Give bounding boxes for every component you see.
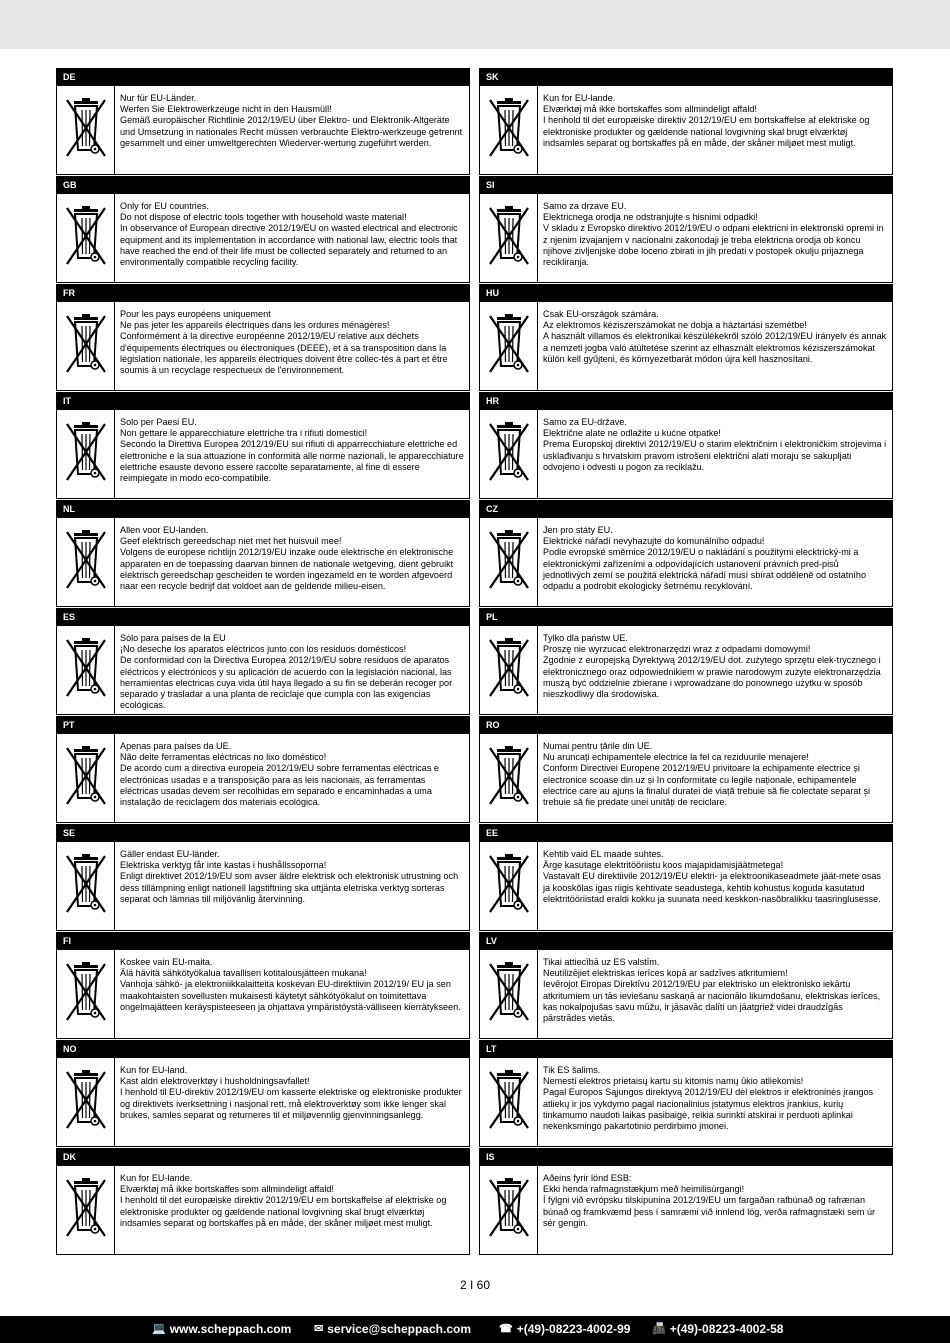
- section-text: Tylko dla państw UE. Proszę nie wyrzucać elektronarzędzi wraz z odpadami domowymi! Zgodnie z europejską Dyrektywą 2012/19/EU dot. zużytego sprzętu elek-trycznego i elektronicznego oraz odpowiednikiem w prawie narodowym zużyte elektronarzędzia muszą być oddzielnie zbierane i wprowadzane do ponownego użytku w sposób nieszkodliwy dla środowiska.: [543, 633, 881, 700]
- section-no: [56, 1040, 470, 1148]
- footer-fax[interactable]: [652, 1316, 783, 1343]
- section-is: [479, 1148, 893, 1256]
- section-text: Kun for EU-lande. Elværktøj må ikke bortskaffes som allmindeligt affald! I henhold til det europæiske direktiv 2012/19/EU em bortskaffelse af elektriske og elektroniske produkter og gældende national lovgivning skal brugt elværktøj indsamles separat og bortskaffes på en måde, der skåner miljøet mest muligt.: [543, 93, 870, 148]
- weee-bin-icon: [480, 194, 538, 282]
- section-code: PL: [479, 608, 893, 626]
- section-fr: [56, 284, 470, 392]
- weee-bin-icon: [57, 302, 115, 390]
- footer-web-text: www.scheppach.com: [169, 1322, 292, 1336]
- section-code: LV: [479, 932, 893, 950]
- section-code: IS: [479, 1148, 893, 1166]
- weee-bin-icon: [480, 1058, 538, 1146]
- section-text: Kun for EU-land. Kast aldri elektroverktøy i husholdningsavfallet! I henhold til EU-direktiv 2012/19/EU om kasserte elektriske og elektroniske produkter og direktivets iverksettning i nasjonal rett, må elektroverktøy som ikke lenger skal brukes, samles separat og returneres til et miljøvennlig gjenvinningsanlegg.: [120, 1065, 462, 1120]
- section-body: [56, 410, 470, 499]
- section-code: NO: [56, 1040, 470, 1058]
- section-dk: [56, 1148, 470, 1256]
- section-body: [479, 1058, 893, 1147]
- section-pl: [479, 608, 893, 716]
- page-number: 2 I 60: [459, 1278, 491, 1292]
- footer-phone[interactable]: [499, 1316, 630, 1343]
- section-code: SI: [479, 176, 893, 194]
- section-text: Koskee vain EU-maita. Älä hävitä sähkötyökalua tavallisen kotitalousjätteen mukana! Vanhoja sähkö- ja elektroniikkalaitteita koskevan EU-direktiivin 2012/19/ EU ja sen maakohtaisten sovellusten mukaisesti käytetyt sähkötyökalut on toimitettava ongelmajätteen keräyspisteeseen ja ohjattava ympäristöystä-välliseen kierrätykseen.: [120, 957, 461, 1012]
- section-se: [56, 824, 470, 932]
- section-text: Apenas para países da UE. Não deite ferramentas eléctricas no lixo doméstico! De acordo cum a directiva europeia 2012/19/EU sobre ferramentas eléctricas e electrónicas usadas e a transposição para as leis nacionais, as ferramentas eléctricas usadas devem ser recolhidas em separado e encaminhadas a uma instalação de reciclagem dos materiais ecológica.: [120, 741, 439, 808]
- section-text: Solo per Paesi EU. Non gettare le apparecchiature elettriche tra i rifiuti domestici! Secondo la Direttiva Europea 2012/19/EU sui rifiuti di apparrecchiature elettriche ed elettroniche e la sua attuazione in conformità alle norme nazionali, le apparecchiature elettriche esauste devono essere raccolte separatamente, al fine di essere reimpiegate in modo eco-compatibile.: [120, 417, 464, 484]
- section-code: ES: [56, 608, 470, 626]
- section-text: Samo za drzave EU. Elektricnega orodja ne odstranjujte s hisnimi odpadki! V skladu z Evropsko direktivo 2012/19/EU o odpani elektricni in elektronski opremi in z njenim izvajanjem v nacionalni zakonodaji je treba elektricna orodja ob koncu njihove zivljenjske dobe loceno zbirati in jih predati v postopek okulju prijaznega recikliranja.: [543, 201, 884, 268]
- section-code: GB: [56, 176, 470, 194]
- weee-bin-icon: [480, 302, 538, 390]
- section-text: Aðeins fyrir lönd ESB: Ekki henda rafmagnstækjum með heimilisúrgangi! Í fylgni við evrópsku tilskipunina 2012/19/EU um fargaðan rafbúnað og rafrænan búnað og framkvæmd þess í samræmi við innlend lög, verða rafmagnstæki sem úr sér gengin.: [543, 1173, 876, 1228]
- section-code: SK: [479, 68, 893, 86]
- section-body: [56, 518, 470, 607]
- weee-bin-icon: [480, 626, 538, 714]
- weee-bin-icon: [57, 1058, 115, 1146]
- section-body: [56, 1166, 470, 1255]
- section-code: LT: [479, 1040, 893, 1058]
- section-text: Tik ES šalims. Nemesti elektros prietaisų kartu su kitomis namų ūkio atliekomis! Pagal Europos Sąjungos direktyvą 2012/19/EU dėl elektros ir elektroninės įrangos atliekų ir jos vykdymo pagal nacionalinius įstatymus elektros įrankius, kurių tinkamumo naudoti laikas pasibaigė, reikia surinkti atskirai ir perduoti aplinkai nekenksmingo pakartotinio perdirbimo įmonei.: [543, 1065, 874, 1132]
- section-body: [479, 950, 893, 1039]
- section-sk: [479, 68, 893, 176]
- right-column: [479, 68, 893, 1256]
- section-code: FR: [56, 284, 470, 302]
- footer-email[interactable]: [314, 1316, 471, 1343]
- section-text: Kun for EU-lande. Elværktøj må ikke bortskaffes som allmindeligt affald! I henhold til det europæiske direktiv 2012/19/EU em bortskaffelse af elektriske og elektroniske produkter og gældende national lovgivning skal brugt elværktøj indsamles separat og bortskaffes på en måde, der skåner miljøet mest muligt.: [120, 1173, 447, 1228]
- section-fi: [56, 932, 470, 1040]
- fax-icon: 📠: [652, 1323, 666, 1335]
- section-body: [56, 1058, 470, 1147]
- section-text: Gäller endast EU-länder. Elektriska verktyg får inte kastas i hushållssoporna! Enligt direktivet 2012/19/EU som avser äldre elektrisk och elektronisk utrustning och dess tillämpning enligt nationell lagstiftning ska uttjänta eletriska verktyg sorteras separat och lämnas till miljövänlig återvinning.: [120, 849, 459, 904]
- section-text: Csak EU-országok számára. Az elektromos kéziszerszámokat ne dobja a háztartási szemétbe! A használt villamos és elektronikai készülékekről szóló 2012/19/EU irányelv és annak a nemzeti jogba való átültetése szerint az elhasznált elektromos kéziszerszámokat külön kell gyűjteni, és környezetbarát módon újra kell hasznosítani.: [543, 309, 887, 364]
- section-cz: [479, 500, 893, 608]
- weee-bin-icon: [57, 734, 115, 822]
- section-it: [56, 392, 470, 500]
- section-nl: [56, 500, 470, 608]
- weee-bin-icon: [57, 626, 115, 714]
- weee-bin-icon: [57, 194, 115, 282]
- section-text: Nur für EU-Länder. Werfen Sie Elektrowerkzeuge nicht in den Hausmüll! Gemäß europäischer Richtlinie 2012/19/EU über Elektro- und Elektronik-Altgeräte und Umsetzung in nationales Recht müssen verbrauchte Elektro-werkzeuge getrennt gesammelt und einer umweltgerechten Wiederver-wertung zugeführt werden.: [120, 93, 463, 148]
- top-band: [0, 0, 950, 49]
- weee-bin-icon: [57, 410, 115, 498]
- section-body: [56, 842, 470, 931]
- weee-bin-icon: [480, 518, 538, 606]
- section-body: [479, 734, 893, 823]
- weee-bin-icon: [480, 410, 538, 498]
- section-lv: [479, 932, 893, 1040]
- section-text: Numai pentru țările din UE. Nu aruncați echipamentele electrice la fel ca reziduurile menajere! Conform Directivei Europene 2012/19/EU privitoare la echipamente electrice și electronice scoase din uz și în conformitate cu legile naționale, echipamentele electrice care au ajuns la finalul duratei de viață trebuie să fie colectate separat și trebuie să fie predate unei unități de reciclare.: [543, 741, 871, 808]
- section-body: [56, 302, 470, 391]
- footer-fax-text: +(49)-08223-4002-58: [669, 1322, 784, 1336]
- section-text: Only for EU countries. Do not dispose of electric tools together with household waste material! In observance of European directive 2012/19/EU on wasted electrical and electronic equipment and its implementation in accordance with national law, electric tools that have reached the end of their life must be collected separately and returned to an environmentally compatible recycling facility.: [120, 201, 458, 268]
- section-code: HR: [479, 392, 893, 410]
- section-code: EE: [479, 824, 893, 842]
- section-body: [479, 86, 893, 175]
- footer-web[interactable]: [152, 1316, 291, 1343]
- section-gb: [56, 176, 470, 284]
- section-body: [56, 626, 470, 715]
- weee-bin-icon: [57, 1166, 115, 1254]
- section-body: [479, 626, 893, 715]
- section-text: Pour les pays européens uniquement Ne pas jeter les appareils électriques dans les ordures ménagères! Conformément à la directive européenne 2012/19/EU relative aux déchets d'équipements électriques ou électroniques (DEEE), et à sa transposition dans la législation nationale, les appareils électriques doivent être collec-tés à part et être soumis à un recyclage respectueux de l'environnement.: [120, 309, 448, 376]
- section-text: Tikai attiecībā uz ES valstīm. Neutilizējiet elektriskas ierīces kopā ar sadzīves atkritumiem! Ievērojot Eiropas Direktīvu 2012/19/EU par elektrisko un elektronisko iekārtu atkritumiem un tās ieviešanu saskaņā ar nacionālo likumdošanu, elektriskas ierīces, kas nokalpojušas savu mūžu, ir jāsavāc dalīti un jāatgriež videi draudzīgās pārstrādes vietās.: [543, 957, 881, 1024]
- weee-bin-icon: [480, 734, 538, 822]
- section-hr: [479, 392, 893, 500]
- phone-icon: ☎: [499, 1323, 513, 1335]
- footer-email-text: service@scheppach.com: [327, 1322, 471, 1336]
- section-lt: [479, 1040, 893, 1148]
- section-code: NL: [56, 500, 470, 518]
- weee-bin-icon: [57, 86, 115, 174]
- weee-bin-icon: [480, 950, 538, 1038]
- section-body: [479, 410, 893, 499]
- section-text: Sólo para países de la EU ¡No deseche los aparatos eléctricos junto con los residuos domésticos! De conformidad con la Directiva Europea 2012/19/EU sobre residuos de aparatos eléctricos y electrónicos y su aplicación de acuerdo con la legislación nacional, las herramientas electricas cuya vida útil haya llegado a su fin se deberán recoger por separado y trasladar a una planta de reciclaje que cumpla con las exigencias ecológicas.: [120, 633, 453, 711]
- section-text: Jen pro státy EU. Elektrické nářadí nevyhazujte do komunálního odpadu! Podle evropské směrnice 2012/19/EU o nakládání s použitými elecktrický-mi a elektronickými zařízeními a odpovídajících ustanovení právních pred-pisů jednotlivých zemí se použitá elektrická nářadí musí sbírat odděleně od ostatního odpadu a podrobit ekologicky šetrnému recyklování.: [543, 525, 867, 592]
- section-text: Samo za EU-države. Električne alate ne odlažite u kućne otpatke! Prema Europskoj direktivi 2012/19/EU o starim električnim i elektroničkim strojevima i usklađivanju s hrvatskim pravom istrošeni električni alati moraju se sakupljati odvojeno i odvesti u pogon za reciklažu.: [543, 417, 887, 472]
- section-code: SE: [56, 824, 470, 842]
- weee-bin-icon: [57, 950, 115, 1038]
- weee-bin-icon: [57, 842, 115, 930]
- section-es: [56, 608, 470, 716]
- section-text: Kehtib vaid EL maade suhtes. Ärge kasutage elektritööriistu koos majapidamisjäätmetega! Vastavalt EU direktiivile 2012/19/EU elektri- ja elektroonikaseadmete jäät-mete osas ja kooskõlas igas riigis kehtivate seadustega, kehtib kohustus koguda kasutatud elektritööriistad eraldi kokku ja suunata need keskkon-nasõbralikku taasringlusesse.: [543, 849, 881, 904]
- section-code: HU: [479, 284, 893, 302]
- footer-phone-text: +(49)-08223-4002-99: [516, 1322, 631, 1336]
- section-body: [479, 194, 893, 283]
- section-pt: [56, 716, 470, 824]
- section-ee: [479, 824, 893, 932]
- section-code: CZ: [479, 500, 893, 518]
- section-body: [56, 86, 470, 175]
- section-code: IT: [56, 392, 470, 410]
- section-ro: [479, 716, 893, 824]
- section-hu: [479, 284, 893, 392]
- section-body: [479, 302, 893, 391]
- section-body: [56, 194, 470, 283]
- footer-bar: [0, 1316, 950, 1343]
- mail-icon: ✉: [314, 1323, 324, 1335]
- computer-icon: 💻: [152, 1323, 166, 1335]
- section-code: DK: [56, 1148, 470, 1166]
- section-si: [479, 176, 893, 284]
- section-text: Allen voor EU-landen. Geef elektrisch gereedschap niet met het huisvuil mee! Volgens de europese richtlijn 2012/19/EU inzake oude elektrische en elektronische apparaten en de toepassing daarvan binnen de nationale wetgeving, dient gebruikt elektrisch gereedschap gescheiden te worden ingezameld en te worden afgevoerd naar een recycle bedrijf dat voldoet aan de geldende milieu-eisen.: [120, 525, 454, 592]
- weee-bin-icon: [480, 1166, 538, 1254]
- section-code: DE: [56, 68, 470, 86]
- section-code: FI: [56, 932, 470, 950]
- section-body: [56, 734, 470, 823]
- weee-bin-icon: [480, 86, 538, 174]
- section-body: [479, 842, 893, 931]
- section-body: [56, 950, 470, 1039]
- section-code: PT: [56, 716, 470, 734]
- section-body: [479, 518, 893, 607]
- left-column: [56, 68, 470, 1256]
- section-de: [56, 68, 470, 176]
- section-body: [479, 1166, 893, 1255]
- section-code: RO: [479, 716, 893, 734]
- weee-bin-icon: [57, 518, 115, 606]
- weee-bin-icon: [480, 842, 538, 930]
